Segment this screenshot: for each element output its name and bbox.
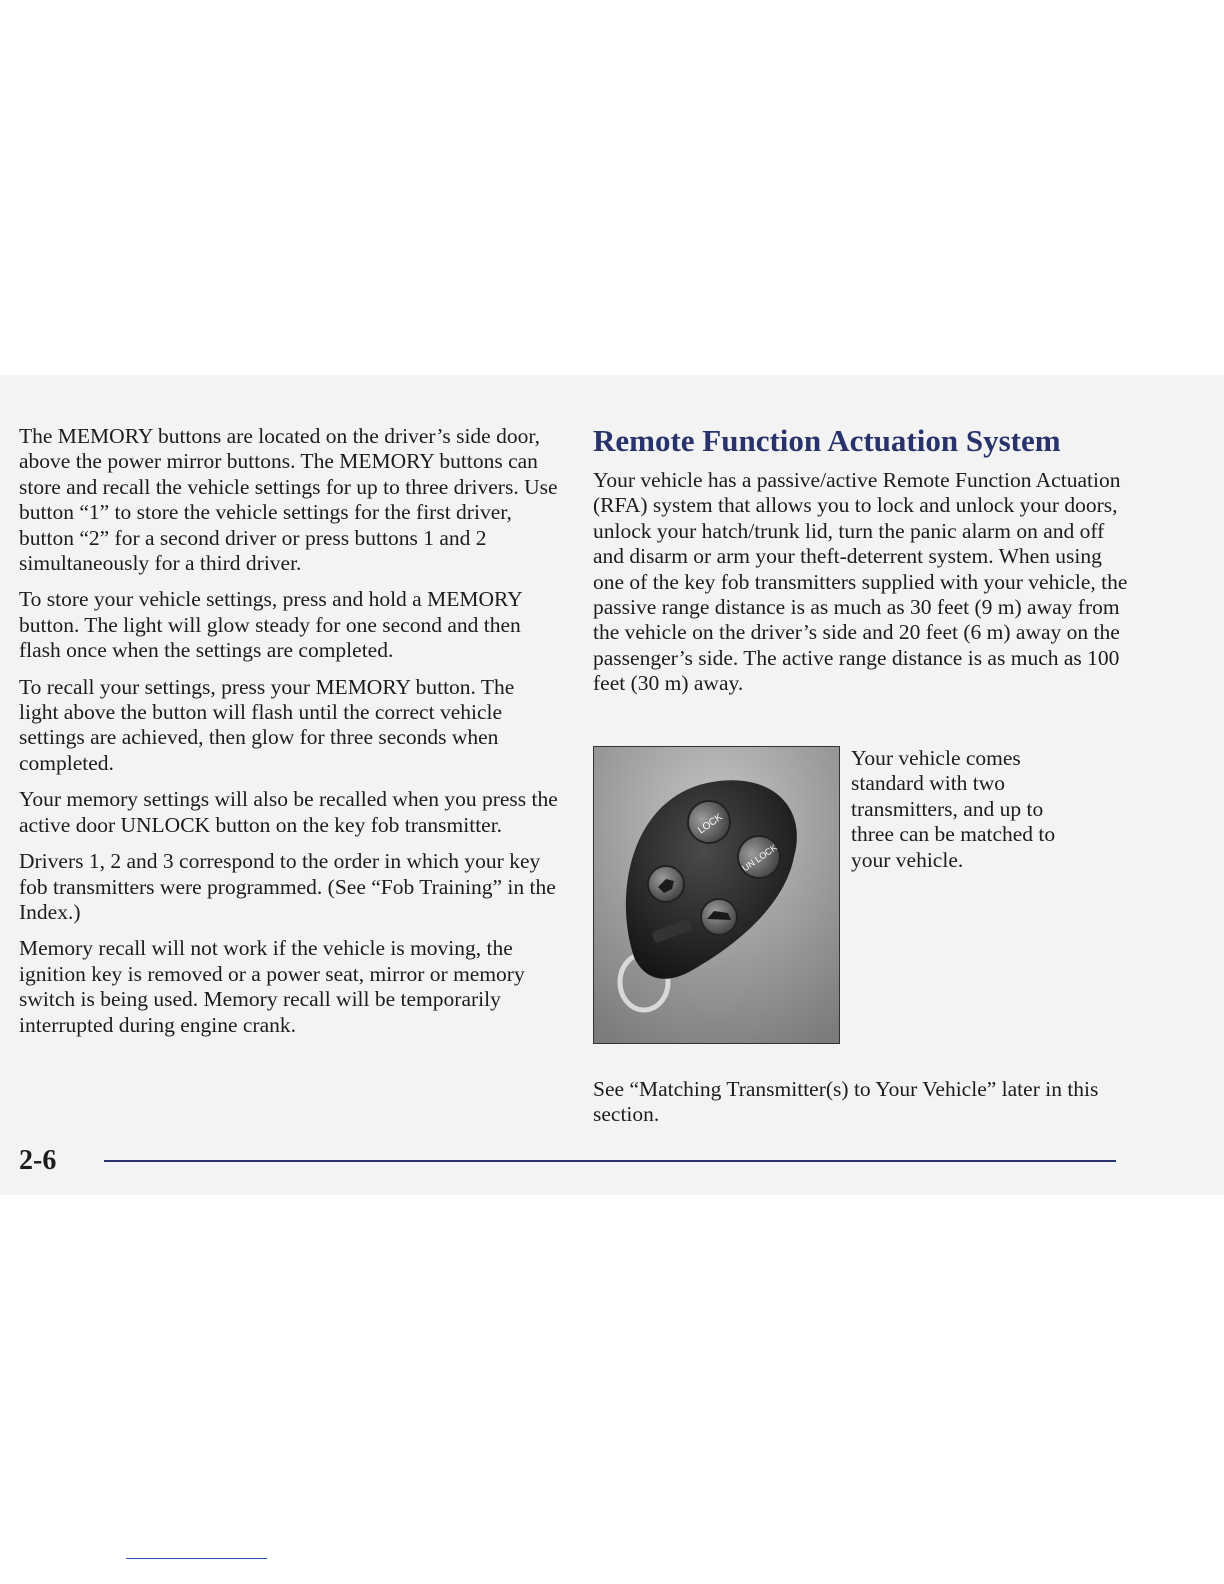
key-fob-figure bbox=[593, 746, 1123, 1046]
memory-paragraph-2: To store your vehicle settings, press and hold a MEMORY button. The light will glow steady for one second and then flash once when the settings are completed. bbox=[19, 587, 522, 663]
memory-paragraph-4: Your memory settings will also be recalled when you press the active door UNLOCK button on the key fob transmitter. bbox=[19, 787, 558, 837]
svg-text:UN LOCK: UN LOCK bbox=[740, 842, 779, 874]
memory-paragraph-5: Drivers 1, 2 and 3 correspond to the order in which your key fob transmitters were programmed. (See “Fob Training” in the Index.) bbox=[19, 849, 556, 924]
section-heading: Remote Function Actuation System bbox=[593, 423, 1061, 458]
link-underline bbox=[126, 1558, 267, 1559]
key-fob-icon bbox=[594, 747, 839, 1043]
memory-section bbox=[19, 424, 559, 1049]
rfa-section bbox=[593, 422, 1128, 697]
key-fob-photo bbox=[593, 746, 840, 1044]
memory-paragraph-6: Memory recall will not work if the vehicle is moving, the ignition key is removed or a power seat, mirror or memory switch is being used. Memory recall will be temporarily interrupted during engine crank. bbox=[19, 936, 525, 1037]
cross-reference: See “Matching Transmitter(s) to Your Vehicle” later in this section. bbox=[593, 1077, 1099, 1127]
panic-horn-button-icon bbox=[648, 866, 684, 902]
svg-text:LOCK: LOCK bbox=[696, 811, 725, 837]
page-number: 2-6 bbox=[19, 1145, 57, 1176]
figure-caption: Your vehicle comes standard with two transmitters, and up to three can be matched to your vehicle. bbox=[851, 746, 1056, 872]
memory-paragraph-3: To recall your settings, press your MEMORY button. The light above the button will flash until the correct vehicle settings are achieved, then glow for three seconds when completed. bbox=[19, 674, 515, 775]
footer-rule bbox=[104, 1160, 1116, 1162]
memory-paragraph-1: The MEMORY buttons are located on the driver’s side door, above the power mirror buttons. The MEMORY buttons can store and recall the vehicle settings for up to three drivers. Use button “1” to store the vehicle settings for the first driver, button “2” for a second driver or press buttons 1 and 2 simultaneously for a third driver. bbox=[19, 424, 558, 576]
rfa-intro-paragraph: Your vehicle has a passive/active Remote Function Actuation (RFA) system that allows you to lock and unlock your doors, unlock your hatch/trunk lid, turn the panic alarm on and off and disarm or arm your theft-deterrent system. When using one of the key fob transmitters supplied with your vehicle, the passive range distance is as much as 30 feet (9 m) away from the vehicle on the driver’s side and 20 feet (6 m) away on the passenger’s side. The active range distance is as much as 100 feet (30 m) away. bbox=[593, 468, 1128, 696]
trunk-button-icon bbox=[701, 899, 737, 935]
